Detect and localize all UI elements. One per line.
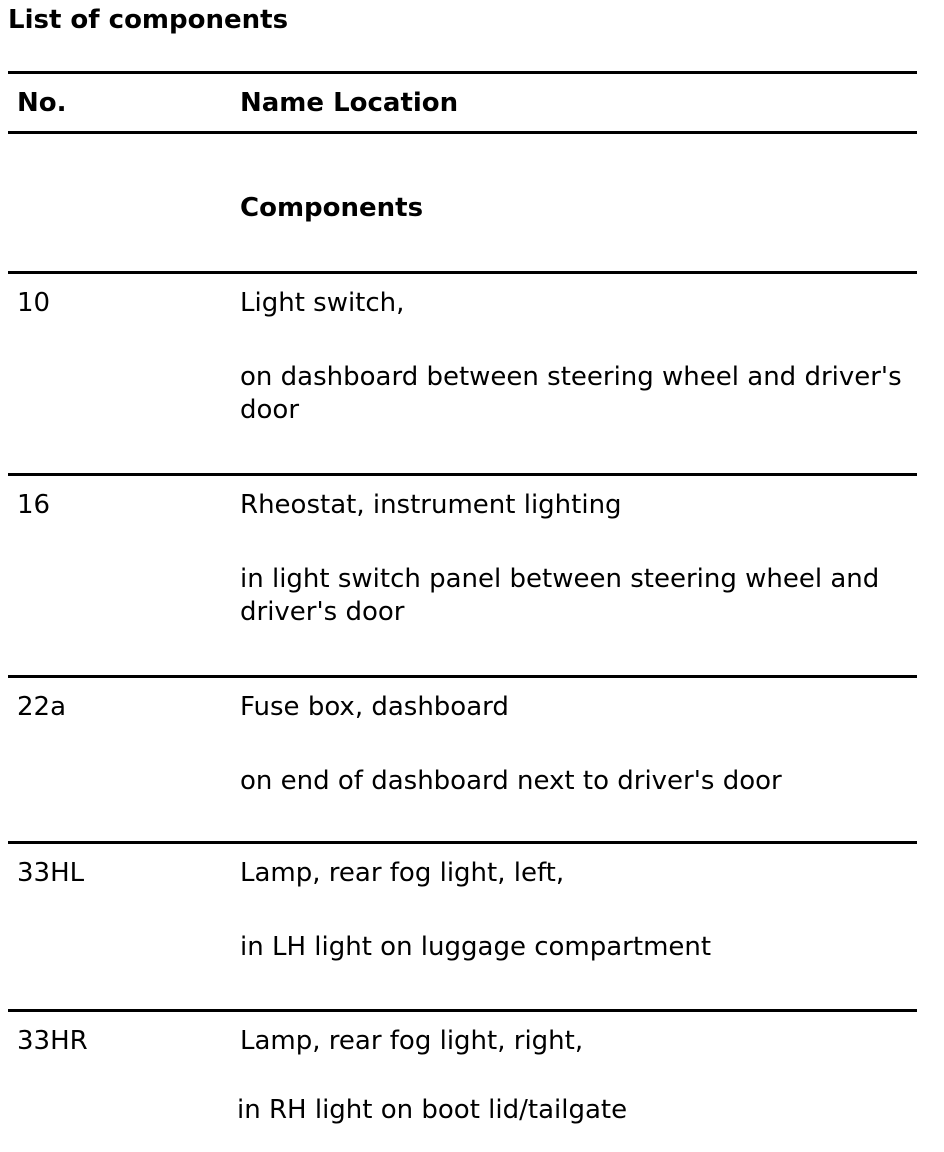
- component-location: in LH light on luggage compartment: [240, 932, 712, 962]
- section-row: [8, 134, 917, 271]
- row-number: 33HL: [17, 858, 85, 888]
- row-number: 16: [17, 490, 51, 520]
- component-name: Lamp, rear fog light, right,: [240, 1026, 584, 1056]
- row-name-location: [240, 678, 917, 841]
- component-location: on end of dashboard next to driver's door: [240, 766, 782, 796]
- table-row: [8, 476, 917, 675]
- section-no-cell: [8, 134, 240, 271]
- component-location: on dashboard between steering wheel and driver's door: [240, 362, 902, 425]
- table-header-row: [8, 74, 917, 131]
- component-location: in RH light on boot lid/tailgate: [237, 1095, 628, 1125]
- header-no: No.: [17, 87, 67, 118]
- row-name-location: [240, 274, 917, 473]
- row-name-location: [240, 844, 917, 1009]
- row-name-location: [240, 476, 917, 675]
- component-name: Lamp, rear fog light, left,: [240, 858, 565, 888]
- table-row: [8, 844, 917, 1009]
- table-row: [8, 1012, 917, 1152]
- table-row: [8, 274, 917, 473]
- components-table: [8, 71, 917, 1152]
- component-name: Fuse box, dashboard: [240, 692, 509, 722]
- component-name: Rheostat, instrument lighting: [240, 490, 622, 520]
- page-title: List of components: [8, 5, 289, 35]
- row-number: 33HR: [17, 1026, 88, 1056]
- component-location: in light switch panel between steering wheel and driver's door: [240, 564, 880, 627]
- section-label: Components: [240, 193, 424, 223]
- row-name-location: [237, 1012, 917, 1152]
- header-name-location: Name Location: [240, 87, 459, 118]
- table-row: [8, 678, 917, 841]
- row-number: 22a: [17, 692, 67, 722]
- row-number: 10: [17, 288, 51, 318]
- component-name: Light switch,: [240, 288, 405, 318]
